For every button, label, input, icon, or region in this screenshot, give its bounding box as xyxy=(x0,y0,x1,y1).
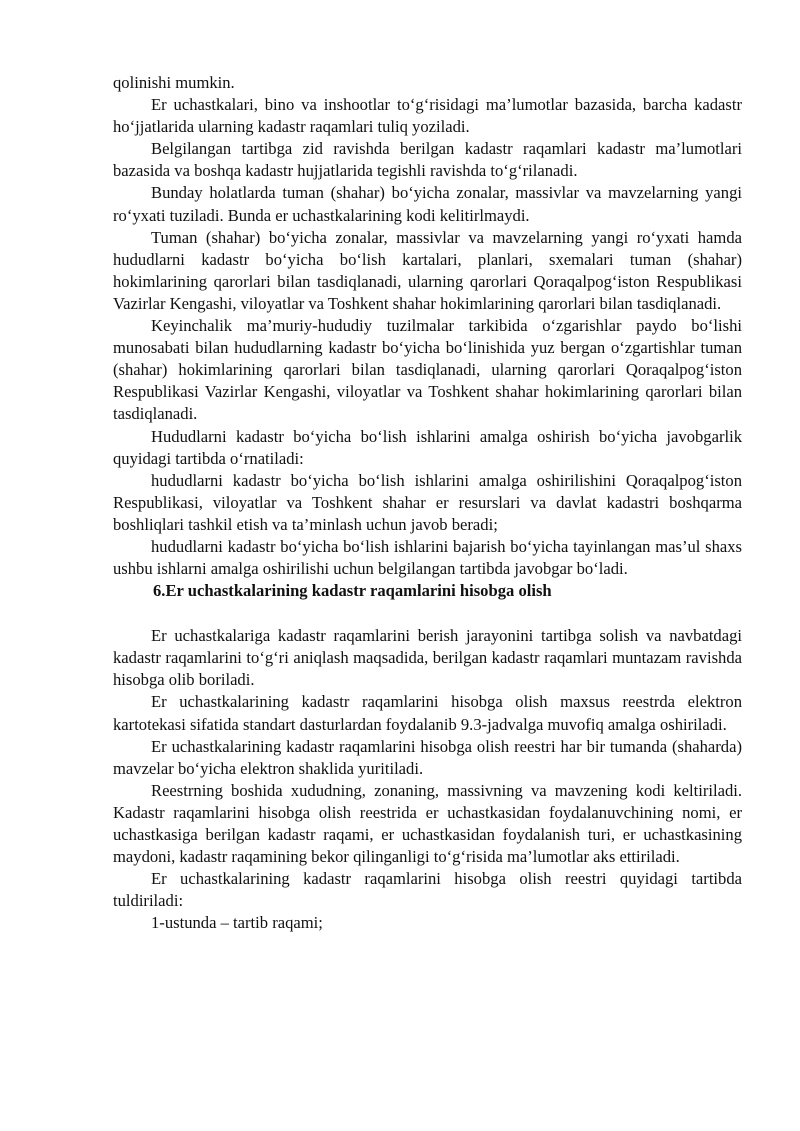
paragraph: Er uchastkalariga kadastr raqamlarini berish jarayonini tartibga solish va navbatdagi kadastr raqamlarini to‘g‘ri aniqlash maqsadida, berilgan kadastr raqamlari muntazam ravishda hisobga olib boriladi. xyxy=(113,626,742,690)
paragraph: Hududlarni kadastr bo‘yicha bo‘lish ishlarini amalga oshirish bo‘yicha javobgarlik quyidagi tartibda o‘rnatiladi: xyxy=(113,426,742,468)
paragraph: Er uchastkalarining kadastr raqamlarini hisobga olish reestri har bir tumanda (shaharda) mavzelar bo‘yicha elektron shaklida yuritiladi. xyxy=(113,736,742,778)
paragraph: 1-ustunda – tartib raqami; xyxy=(151,913,323,933)
paragraph: Er uchastkalarining kadastr raqamlarini hisobga olish reestri quyidagi tartibda tuldiriladi: xyxy=(113,869,742,911)
section-heading: 6.Er uchastkalarining kadastr raqamlarini hisobga olish xyxy=(153,581,552,601)
paragraph: qolinishi mumkin. xyxy=(113,73,235,92)
paragraph: Bunday holatlarda tuman (shahar) bo‘yicha zonalar, massivlar va mavzelarning yangi ro‘yxati tuziladi. Bunda er uchastkalarining kodi kelitirlmaydi. xyxy=(113,183,742,225)
paragraph: Reestrning boshida xududning, zonaning, massivning va mavzening kodi keltiriladi. Kadastr raqamlarini hisobga olish reestrida er uchastkasidan foydalanuvchining nomi, er uchastkasiga berilgan kadastr raqami, er uchastkasidan foydalanish turi, er uchastkasining maydoni, kadastr raqamining bekor qilinganligi to‘g‘risida ma’lumotlar aks ettiriladi. xyxy=(113,780,742,867)
paragraph: Keyinchalik ma’muriy-hududiy tuzilmalar tarkibida o‘zgarishlar paydo bo‘lishi munosabati bilan hududlarning kadastr bo‘yicha bo‘linishida yuz bergan o‘zgartishlar tuman (shahar) hokimlarining qarorlari bilan tasdiqlanadi, ularning qarorlari Qoraqalpog‘iston Respublikasi Vazirlar Kengashi, viloyatlar va Toshkent shahar hokimlarining qarorlari bilan tasdiqlanadi. xyxy=(113,316,742,424)
paragraph: hududlarni kadastr bo‘yicha bo‘lish ishlarini bajarish bo‘yicha tayinlangan mas’ul shaxs ushbu ishlarni amalga oshirilishi uchun belgilangan tartibda javobgar bo‘ladi. xyxy=(113,536,742,579)
paragraph: Er uchastkalari, bino va inshootlar to‘g‘risidagi ma’lumotlar bazasida, barcha kadastr ho‘jjatlarida ularning kadastr raqamlari tuliq yoziladi. xyxy=(113,95,742,137)
spacer xyxy=(113,602,742,625)
paragraph: hududlarni kadastr bo‘yicha bo‘lish ishlarini amalga oshirilishini Qoraqalpog‘iston Respublikasi, viloyatlar va Toshkent shahar er resurslari va davlat kadastri boshqarma boshliqlari tashkil etish va ta’minlash uchun javob beradi; xyxy=(113,470,742,534)
paragraph: Er uchastkalarining kadastr raqamlarini hisobga olish maxsus reestrda elektron kartotekasi sifatida standart dasturlardan foydalanib 9.3-jadvalga muvofiq amalga oshiriladi. xyxy=(113,692,742,734)
paragraph: Tuman (shahar) bo‘yicha zonalar, massivlar va mavzelarning yangi ro‘yxati hamda hududlarni kadastr bo‘yicha bo‘lish kartalari, planlari, sxemalari tuman (shahar) hokimlarining qarorlari bilan tasdiqlanadi, ularning qarorlari Qoraqalpog‘iston Respublikasi Vazirlar Kengashi, viloyatlar va Toshkent shahar hokimlarining qarorlari bilan tasdiqlanadi. xyxy=(113,227,742,313)
paragraph: Belgilangan tartibga zid ravishda berilgan kadastr raqamlari kadastr ma’lumotlari bazasida va boshqa kadastr hujjatlarida tegishli ravishda to‘g‘rilanadi. xyxy=(113,139,742,181)
